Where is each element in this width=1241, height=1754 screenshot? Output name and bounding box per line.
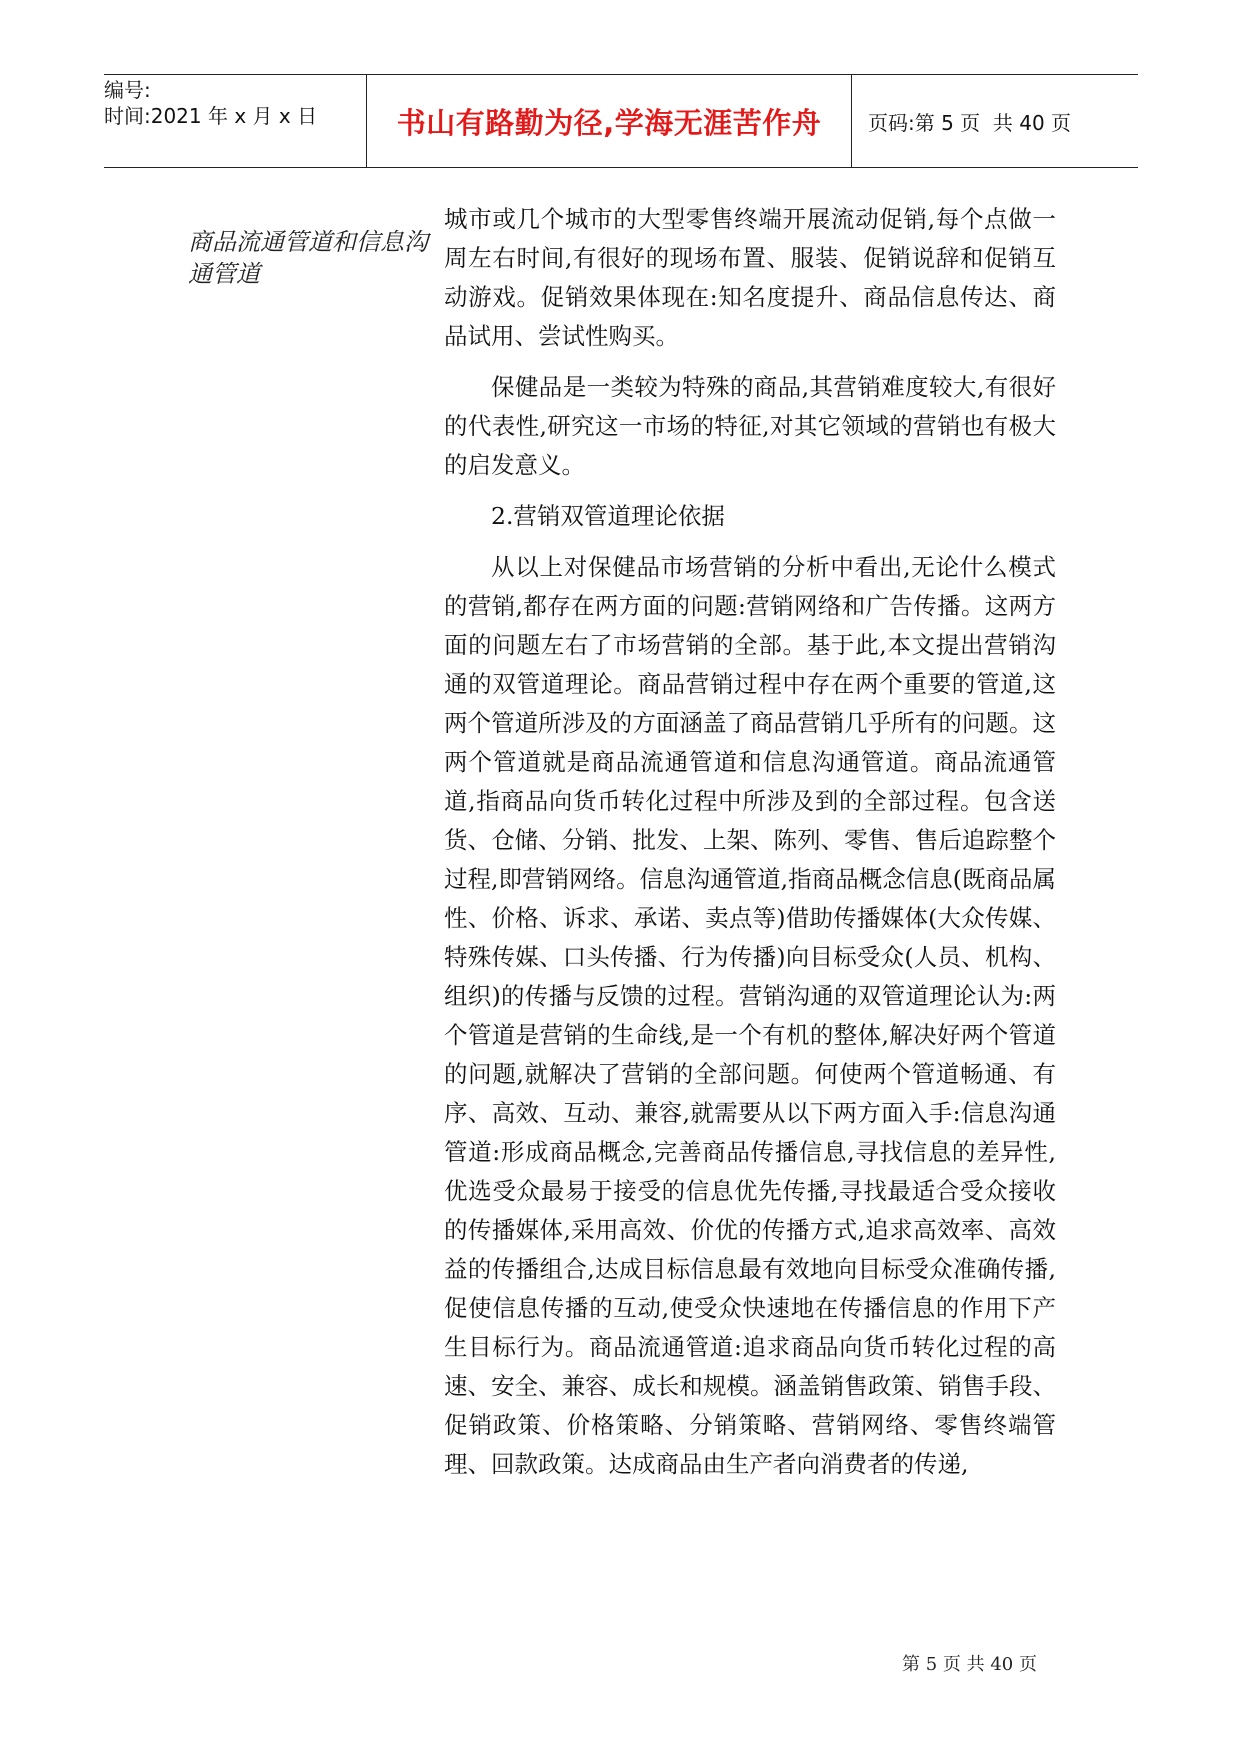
document-body: [444, 200, 1056, 1496]
header-meta: [104, 75, 366, 167]
serial-number-label: 编号:: [104, 78, 151, 102]
paragraph-1: 城市或几个城市的大型零售终端开展流动促销,每个点做一周左右时间,有很好的现场布置、服装、促销说辞和促销互动游戏。促销效果体现在:知名度提升、商品信息传达、商品试用、尝试性购买。: [444, 205, 1056, 350]
page-header: [104, 74, 1138, 168]
section-heading: 2.营销双管道理论依据: [491, 502, 725, 530]
time-label: 时间:2021 年 x 月 x 日: [104, 104, 318, 128]
header-page-number: 页码:第 5 页 共 40 页: [868, 110, 1072, 135]
margin-note: 商品流通管道和信息沟通管道: [188, 228, 428, 288]
page-footer: 第 5 页 共 40 页: [902, 1654, 1037, 1675]
header-motto-cell: [366, 75, 852, 167]
header-motto: 书山有路勤为径,学海无涯苦作舟: [396, 105, 822, 140]
header-page-cell: [852, 75, 1138, 167]
paragraph-2: 保健品是一类较为特殊的商品,其营销难度较大,有很好的代表性,研究这一市场的特征,对其它领域的营销也有极大的启发意义。: [444, 373, 1056, 479]
paragraph-3: 从以上对保健品市场营销的分析中看出,无论什么模式的营销,都存在两方面的问题:营销网络和广告传播。这两方面的问题左右了市场营销的全部。基于此,本文提出营销沟通的双管道理论。商品营销过程中存在两个重要的管道,这两个管道所涉及的方面涵盖了商品营销几乎所有的问题。这两个管道就是商品流通管道和信息沟通管道。商品流通管道,指商品向货币转化过程中所涉及到的全部过程。包含送货、仓储、分销、批发、上架、陈列、零售、售后追踪整个过程,即营销网络。信息沟通管道,指商品概念信息(既商品属性、价格、诉求、承诺、卖点等)借助传播媒体(大众传媒、特殊传媒、口头传播、行为传播)向目标受众(人员、机构、组织)的传播与反馈的过程。营销沟通的双管道理论认为:两个管道是营销的生命线,是一个有机的整体,解决好两个管道的问题,就解决了营销的全部问题。何使两个管道畅通、有序、高效、互动、兼容,就需要从以下两方面入手:信息沟通管道:形成商品概念,完善商品传播信息,寻找信息的差异性,优选受众最易于接受的信息优先传播,寻找最适合受众接收的传播媒体,采用高效、价优的传播方式,追求高效率、高效益的传播组合,达成目标信息最有效地向目标受众准确传播,促使信息传播的互动,使受众快速地在传播信息的作用下产生目标行为。商品流通管道:追求商品向货币转化过程的高速、安全、兼容、成长和规模。涵盖销售政策、销售手段、促销政策、价格策略、分销策略、营销网络、零售终端管理、回款政策。达成商品由生产者向消费者的传递,: [444, 553, 1056, 1478]
